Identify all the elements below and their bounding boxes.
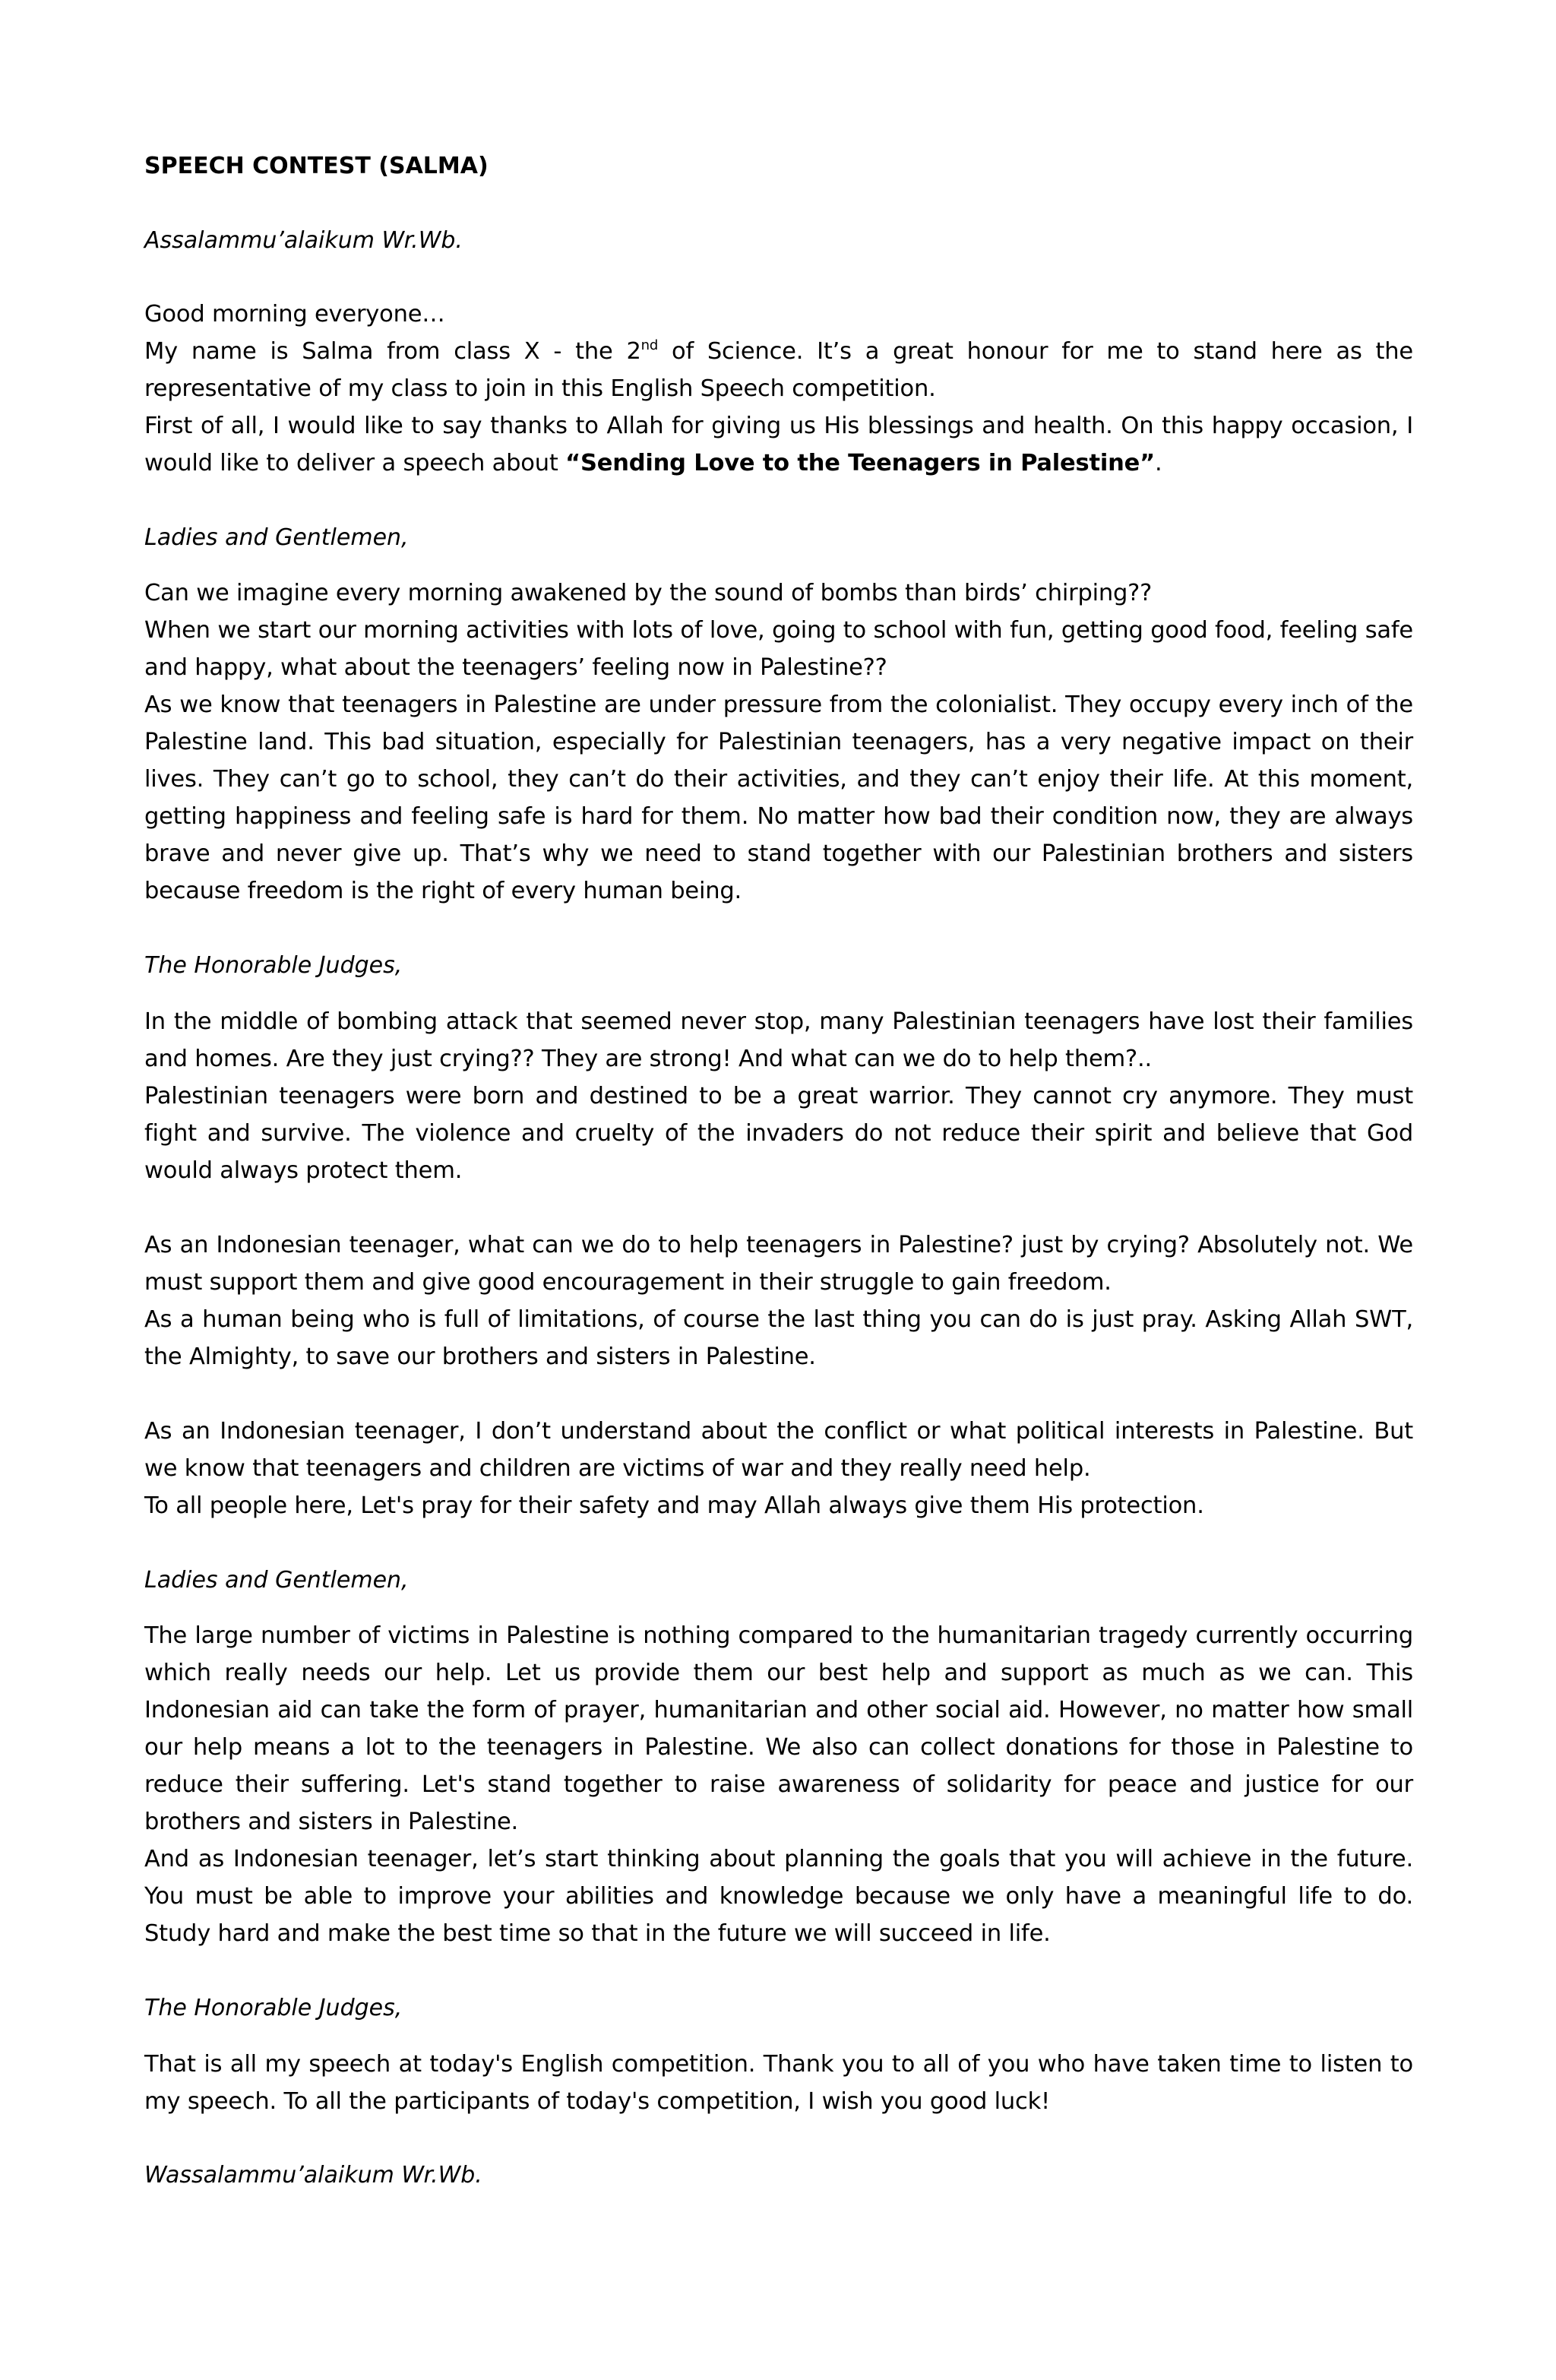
thanks-text: First of all, I would like to say thanks to Allah for giving us His blessings and health. On this happy occasion, I would like to deliver a speech about [144, 413, 1413, 476]
paragraph-bombing: In the middle of bombing attack that seemed never stop, many Palestinian teenagers have lost their families and homes. Are they just crying?? They are strong! And what can we do to help them?.. [144, 1008, 1413, 1072]
paragraph-closing: That is all my speech at today's English competition. Thank you to all of you who have taken time to listen to my speech. To all the participants of today's competition, I wish you good luck! [144, 2051, 1413, 2115]
paragraph-goals: And as Indonesian teenager, let’s start thinking about planning the goals that you will achieve in the future. You must be able to improve your abilities and knowledge because we only have a meaningful life to do. Study hard and make the best time so that in the future we will succeed in life. [144, 1846, 1413, 1947]
paragraph-pray: As a human being who is full of limitations, of course the last thing you can do is just pray. Asking Allah SWT, the Almighty, to save our brothers and sisters in Palestine. [144, 1306, 1413, 1370]
speech-topic: “Sending Love to the Teenagers in Palestine” [565, 450, 1155, 476]
paragraph-good-morning: Good morning everyone… [144, 301, 445, 328]
paragraph-conflict: As an Indonesian teenager, I don’t understand about the conflict or what political interests in Palestine. But we know that teenagers and children are victims of war and they really need help. [144, 1418, 1413, 1482]
paragraph-safety-prayer: To all people here, Let's pray for their safety and may Allah always give them His protection. [144, 1492, 1204, 1519]
paragraph-indonesian-help: As an Indonesian teenager, what can we do to help teenagers in Palestine? just by crying? Absolutely not. We must support them and give good encouragement in their struggle to gain freedom. [144, 1232, 1413, 1296]
salutation-ladies-gentlemen-2: Ladies and Gentlemen, [144, 1567, 409, 1594]
paragraph-imagine: Can we imagine every morning awakened by the sound of bombs than birds’ chirping?? [144, 580, 1153, 606]
ordinal-superscript: nd [640, 337, 659, 353]
paragraph-morning-activities: When we start our morning activities with lots of love, going to school with fun, getting good food, feeling safe and happy, what about the teenagers’ feeling now in Palestine?? [144, 617, 1413, 681]
salutation-ladies-gentlemen-1: Ladies and Gentlemen, [144, 524, 409, 551]
paragraph-introduction [144, 333, 1413, 407]
salutation-judges-2: The Honorable Judges, [144, 1995, 403, 2021]
closing-greeting: Wassalammu’alaikum Wr.Wb. [144, 2162, 482, 2189]
intro-text-end: of Science. It’s a great honour for me to stand here as the representative of my class to join in this English Speech competition. [144, 338, 1413, 402]
thanks-end: . [1154, 450, 1162, 476]
paragraph-pressure: As we know that teenagers in Palestine are under pressure from the colonialist. They occupy every inch of the Palestine land. This bad situation, especially for Palestinian teenagers, has a very negative impact on their lives. They can’t go to school, they can’t do their activities, and they can’t enjoy their life. At this moment, getting happiness and feeling safe is hard for them. No matter how bad their condition now, they are always brave and never give up. That’s why we need to stand together with our Palestinian brothers and sisters because freedom is the right of every human being. [144, 692, 1413, 904]
paragraph-warrior: Palestinian teenagers were born and destined to be a great warrior. They cannot cry anymore. They must fight and survive. The violence and cruelty of the invaders do not reduce their spirit and believe that God would always protect them. [144, 1083, 1413, 1184]
paragraph-victims: The large number of victims in Palestine is nothing compared to the humanitarian tragedy currently occurring which really needs our help. Let us provide them our best help and support as much as we can. This Indonesian aid can take the form of prayer, humanitarian and other social aid. However, no matter how small our help means a lot to the teenagers in Palestine. We also can collect donations for those in Palestine to reduce their suffering. Let's stand together to raise awareness of solidarity for peace and justice for our brothers and sisters in Palestine. [144, 1622, 1413, 1835]
salutation-judges-1: The Honorable Judges, [144, 952, 403, 979]
intro-text-start: My name is Salma from class X - the 2 [144, 338, 641, 365]
opening-greeting: Assalammu’alaikum Wr.Wb. [144, 227, 463, 254]
paragraph-thanks [144, 407, 1413, 482]
document-title: SPEECH CONTEST (SALMA) [144, 153, 489, 179]
